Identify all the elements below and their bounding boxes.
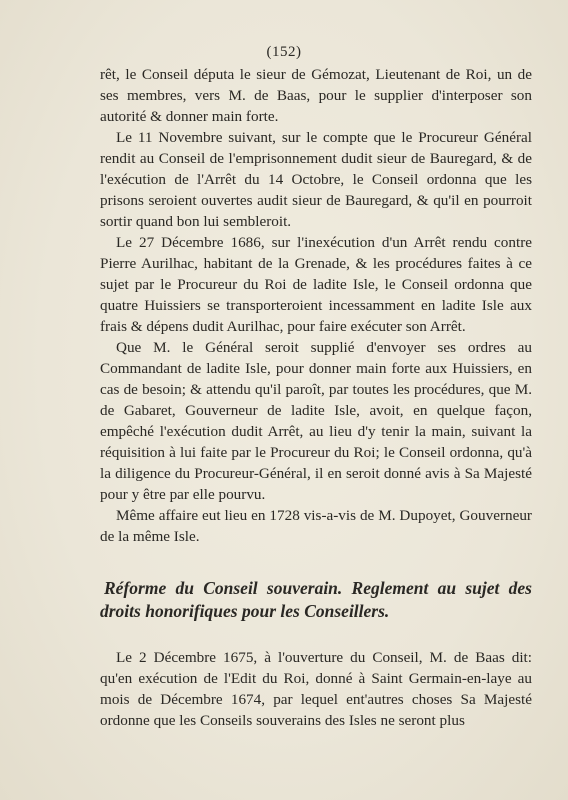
paragraph-2-decembre: Le 2 Décembre 1675, à l'ouverture du Conseil, M. de Baas dit: qu'en exécution de l'Edit du Roi, donné à Saint Germain-en-laye au mois de Décembre 1674, par lequel ent'autres choses Sa Majesté ordonne que les Conseils souverains des Isles ne seront plus xyxy=(100,649,532,729)
paragraph-continuation: rêt, le Conseil députa le sieur de Gémozat, Lieutenant de Roi, un de ses membres, vers M. de Baas, pour le supplier d'interposer son autorité & donner main forte. xyxy=(100,66,532,125)
paragraph-27-decembre: Le 27 Décembre 1686, sur l'inexécution d'un Arrêt rendu contre Pierre Aurilhac, habitant de la Grenade, & les procédures faites à ce sujet par le Procureur du Roi de ladite Isle, le Conseil ordonna que quatre Huissiers se transporteroient incessamment en ladite Isle aux frais & dépens dudit Aurilhac, pour faire exécuter son Arrêt. xyxy=(100,234,532,335)
section-heading: Réforme du Conseil souverain. Reglement au sujet des droits honorifiques pour les Conseillers. xyxy=(100,578,532,621)
paragraph-meme-affaire: Même affaire eut lieu en 1728 vis-a-vis de M. Dupoyet, Gouverneur de la même Isle. xyxy=(100,507,532,545)
page-number: (152) xyxy=(266,44,302,60)
paragraph-11-novembre: Le 11 Novembre suivant, sur le compte que le Procureur Général rendit au Conseil de l'emprisonnement dudit sieur de Bauregard, & de l'exécution de l'Arrêt du 14 Octobre, le Conseil ordonna que les prisons seroient ouvertes audit sieur de Bauregard, & qu'il en pourroit sortir quand bon lui sembleroit. xyxy=(100,129,532,230)
text-body xyxy=(100,64,532,731)
paragraph-general-supplie: Que M. le Général seroit supplié d'envoyer ses ordres au Commandant de ladite Isle, pour donner main forte aux Huissiers, en cas de besoin; & attendu qu'il paroît, par toutes les procédures, que M. de Gabaret, Gouverneur de ladite Isle, avoit, en quelque façon, empêché l'exécution dudit Arrêt, au lieu d'y tenir la main, suivant la réquisition à lui faite par le Procureur du Roi; le Conseil ordonna, qu'à la diligence du Procureur-Général, il en seroit donné avis à Sa Majesté pour y être par elle pourvu. xyxy=(100,339,532,503)
